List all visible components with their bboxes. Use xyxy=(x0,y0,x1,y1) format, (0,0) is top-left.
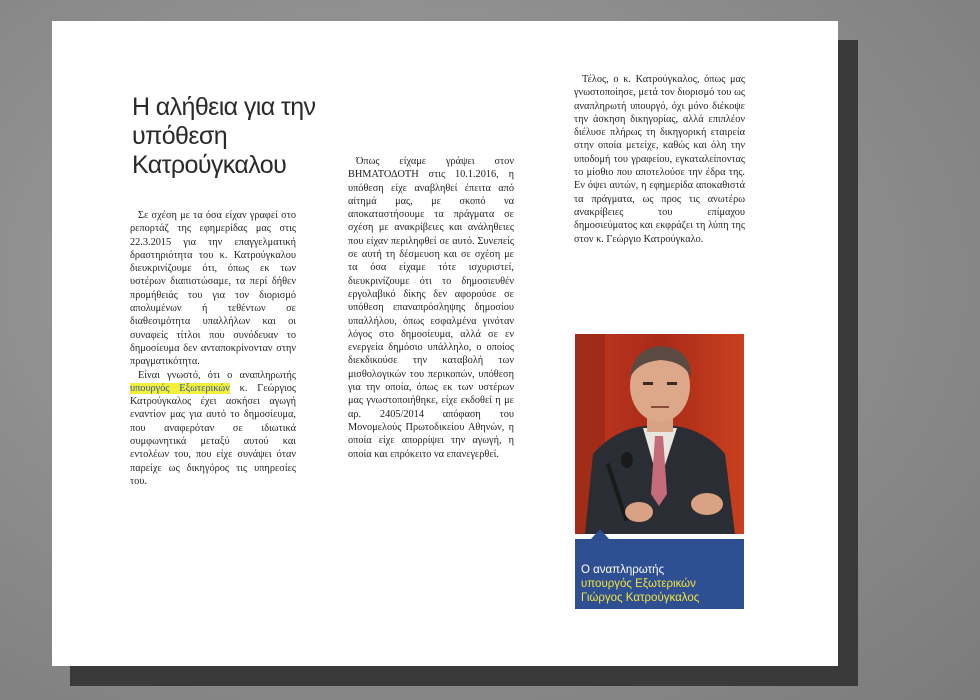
caption-text xyxy=(581,563,741,605)
caption-line-2: υπουργός Εξωτερικών xyxy=(581,578,696,590)
column1-text-before-highlight: Είναι γνωστό, ότι ο αναπληρωτής xyxy=(138,369,296,381)
caption-line-3: Γιώργος Κατρούγκαλος xyxy=(581,592,700,604)
caption-notch xyxy=(591,529,609,539)
portrait-illustration xyxy=(575,334,744,534)
article-headline: Η αλήθεια για την υπόθεση Κατρούγκαλου xyxy=(132,93,316,179)
photo-caption xyxy=(575,539,744,609)
column3-paragraph: Τέλος, ο κ. Κατρούγκαλος, όπως μας γνωστοποίησε, μετά τον διορισμό του ως αναπληρωτή υπουργό, όχι μόνο διέκοψε την άσκηση δικηγορίας, αλλά επιπλέον διέλυσε πλήρως τη δικηγορική εταιρεία στην οποία μετείχε, καθώς και όλη την υποδομή του γραφείου, εγκαταλείποντας το μίσθιο που αποτελούσε την έδρα της. Εν όψει αυτών, η εφημερίδα αποκαθιστά τα πράγματα, ως προς τις ανωτέρω ανακρίβειες του επίμαχου δημοσιεύματος και εκφράζει τη λύπη της στον κ. Γεώργιο Κατρούγκαλο. xyxy=(574,74,745,245)
politician-photo xyxy=(575,334,744,534)
column2-paragraph: Όπως είχαμε γράψει στον ΒΗΜΑΤΟΔΟΤΗ στις 10.1.2016, η υπόθεση είχε αναβληθεί έπειτα από αίτημά μας, με σκοπό να αποκαταστήσουμε τα πράγματα σε σχέση με ανακρίβειες και ανάληθειες που είχαν περιληφθεί σε αυτό. Συνεπείς σε αυτή τη δέσμευση και σε σχέση με τα όσα είχαμε τότε ισχυριστεί, διευκρινίζουμε ότι το δημοσιευθέν εργολαβικό δίκης δεν αφορούσε σε υπόθεση επαναπρόσληψης δημοσίου υπαλλήλου, όπως εσφαλμένα γινόταν λόγος στο δημοσίευμα, αλλά σε εν ενεργεία δημόσιο υπάλληλο, ο οποίος διεκδικούσε την καταβολή των μισθολογικών του περικοπών, υπόθεση για την οποία, όπως εκ των υστέρων μας γνωστοποιήθηκε, είχε εκδοθεί η με αρ. 2405/2014 απόφαση του Μονομελούς Πρωτοδικείου Αθηνών, η οποία είχε απορρίψει την αγωγή, η οποία και επρόκειτο να επανεγερθεί. xyxy=(348,156,514,460)
highlighted-phrase: υπουργός Εξωτερικών xyxy=(130,382,230,394)
column1-paragraph-1: Σε σχέση με τα όσα είχαν γραφεί στο ρεπορτάζ της εφημερίδας μας στις 22.3.2015 για την επαγγελματική δραστηριότητα του κ. Κατρούγκαλου διευκρινίζουμε ότι, όπως εκ των υστέρων διαπιστώσαμε, τα περί δήθεν προμήθειάς του για τον διορισμό απολυμένων ή τεθέντων σε διαθεσιμότητα υπαλλήλων και οι συναφείς τίτλοι που συνόδευαν το δημοσίευμα δεν ανταποκρίνονταν στην πραγματικότητα. xyxy=(130,210,296,368)
caption-line-1: Ο αναπληρωτής xyxy=(581,564,665,576)
article-column-1 xyxy=(130,209,296,488)
column1-paragraph-2 xyxy=(130,369,296,489)
newspaper-clipping xyxy=(52,21,838,666)
article-column-2 xyxy=(348,155,514,461)
column1-text-after-highlight: κ. Γεώργιος Κατρούγκαλος έχει ασκήσει αγωγή εναντίον μας για αυτό το δημοσίευμα, που αναφερόταν σε ιδιωτικά συμφωνητικά μεταξύ αυτού και εντολέων του, που είχε συνάψει όταν παρείχε ως δικηγόρος τις υπηρεσίες του. xyxy=(130,382,296,487)
article-column-3 xyxy=(574,73,745,246)
